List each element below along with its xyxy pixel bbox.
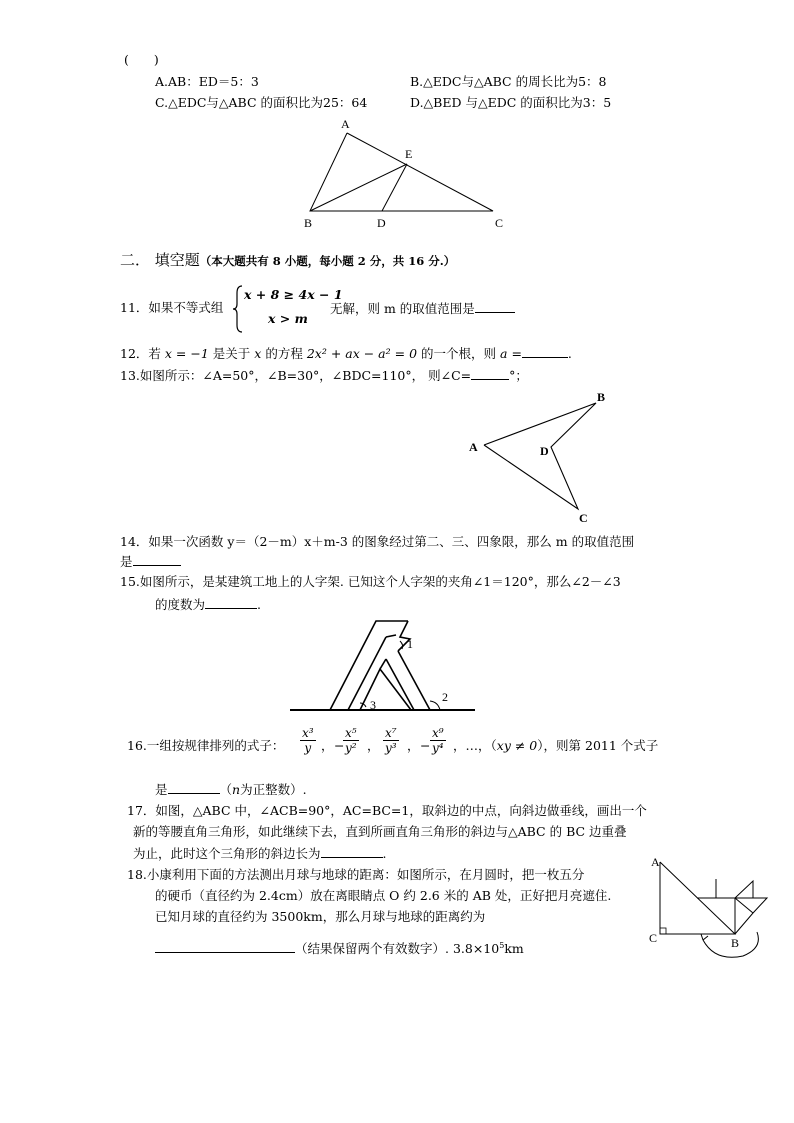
q16-tail-text: ，…，（ bbox=[453, 738, 497, 753]
q16-line2 bbox=[155, 781, 307, 798]
q17-label-a: A bbox=[651, 855, 660, 869]
q18-line3: 已知月球的直径约为 3500km，那么月球与地球的距离约为 bbox=[155, 909, 486, 924]
q13-line bbox=[120, 367, 528, 384]
fraction-1 bbox=[300, 726, 316, 755]
q16-comma-2: ， bbox=[367, 738, 380, 753]
fraction-3 bbox=[383, 726, 399, 755]
q13-label-b: B bbox=[597, 390, 606, 404]
q17-line2: 新的等腰直角三角形，如此继续下去，直到所画直角三角形的斜边与△ABC 的 BC 边重叠 bbox=[133, 824, 627, 839]
option-c: C.△EDC与△ABC 的面积比为25：64 bbox=[155, 95, 368, 110]
q16-minus-2: − bbox=[420, 738, 431, 753]
vertex-a-label: A bbox=[341, 117, 350, 131]
q16-line2a: 是 bbox=[155, 782, 168, 797]
q16-tail bbox=[453, 738, 658, 754]
fraction-1-den: y bbox=[304, 741, 312, 755]
q14-line2-text: 是 bbox=[120, 554, 133, 569]
q16-line2c: 为正整数）. bbox=[240, 782, 307, 797]
angle-2-label: 2 bbox=[442, 690, 448, 704]
q12-end: . bbox=[567, 346, 572, 361]
q18-exponent: 5 bbox=[499, 940, 505, 950]
q12-expr2: 2x² + ax − a² = 0 bbox=[306, 346, 418, 361]
vertex-d-label: D bbox=[377, 216, 386, 230]
fraction-3-num: x⁷ bbox=[383, 726, 399, 741]
q16-answer-blank[interactable] bbox=[168, 781, 220, 794]
q17-end: . bbox=[382, 846, 387, 861]
q16-minus-1: − bbox=[334, 738, 345, 753]
ladder-figure bbox=[290, 615, 490, 720]
q16-n: n bbox=[232, 782, 241, 797]
q17-line1: 17．如图，△ABC 中，∠ACB=90°，AC=BC=1，取斜边的中点，向斜边做垂线，画出一个 bbox=[127, 803, 647, 818]
q18-answer-blank[interactable] bbox=[155, 940, 295, 953]
angle-3-label: 3 bbox=[370, 698, 376, 712]
inequality-2: x > m bbox=[268, 311, 308, 326]
fraction-4-num: x⁹ bbox=[430, 726, 446, 741]
q11-prefix: 11．如果不等式组 bbox=[120, 300, 224, 315]
option-a: A.AB：ED＝5：3 bbox=[155, 74, 259, 89]
section-note: （本大题共有 8 小题，每小题 2 分，共 16 分.） bbox=[199, 254, 456, 268]
q13-label-a: A bbox=[469, 440, 478, 454]
section-heading bbox=[120, 252, 455, 269]
q17-line3 bbox=[133, 845, 387, 862]
section-title: 二． 填空题 bbox=[120, 251, 200, 269]
q12-t3: 的方程 bbox=[265, 346, 303, 361]
q16-comma-3: ， bbox=[407, 738, 420, 753]
fraction-4 bbox=[430, 726, 446, 755]
fraction-4-den: y⁴ bbox=[432, 741, 444, 755]
q15-line1: 15.如图所示，是某建筑工地上的人字架. 已知这个人字架的夹角∠1＝120°，那么∠2－∠3 bbox=[120, 574, 621, 589]
q16-tail2: ），则第 2011 个式子 bbox=[537, 738, 659, 753]
q13-text: 13.如图所示：∠A=50°，∠B=30°，∠BDC=110°， 则∠C= bbox=[120, 368, 472, 383]
fraction-2-den: y² bbox=[345, 741, 357, 755]
q16-prefix: 16.一组按规律排列的式子： bbox=[127, 738, 285, 753]
angle-1-label: 1 bbox=[407, 637, 413, 651]
q16-comma-1: ， bbox=[321, 738, 334, 753]
vertex-b-label: B bbox=[304, 216, 313, 230]
q14-line1: 14．如果一次函数 y＝（2－m）x＋m-3 的图象经过第二、三、四象限，那么 m 的取值范围 bbox=[120, 534, 635, 549]
option-b: B.△EDC与△ABC 的周长比为5：8 bbox=[410, 74, 607, 89]
q17-line3-text: 为止，此时这个三角形的斜边长为 bbox=[133, 846, 321, 861]
q12-var: x bbox=[254, 346, 262, 361]
q17-label-b: B bbox=[731, 936, 740, 950]
fraction-2-num: x⁵ bbox=[343, 726, 359, 741]
fraction-3-den: y³ bbox=[385, 741, 397, 755]
inequality-1: x + 8 ≥ 4x − 1 bbox=[244, 287, 343, 302]
q17-label-c: C bbox=[649, 931, 658, 945]
q12-line bbox=[120, 345, 572, 362]
q12-expr3: a = bbox=[500, 346, 522, 361]
q18-line1: 18.小康利用下面的方法测出月球与地球的距离：如图所示，在月圆时，把一枚五分 bbox=[127, 867, 585, 882]
q13-label-c: C bbox=[579, 511, 588, 525]
q12-t2: 是关于 bbox=[212, 346, 251, 361]
q14-answer-blank[interactable] bbox=[133, 553, 181, 566]
q12-expr1: x = −1 bbox=[164, 346, 209, 361]
q14-line2 bbox=[120, 553, 181, 570]
system-brace bbox=[232, 285, 244, 333]
q15-answer-blank[interactable] bbox=[205, 596, 257, 609]
q13-answer-blank[interactable] bbox=[471, 367, 509, 380]
isosceles-right-triangle-figure bbox=[645, 852, 775, 962]
vertex-e-label: E bbox=[405, 147, 413, 161]
q18-line2: 的硬币（直径约为 2.4cm）放在离眼睛点 O 约 2.6 米的 AB 处，正好把月亮遮住. bbox=[155, 888, 612, 903]
q12-t1: 12．若 bbox=[120, 346, 161, 361]
q16-line2b: （ bbox=[219, 782, 233, 797]
q13-end: °； bbox=[509, 368, 528, 383]
vertex-c-label: C bbox=[495, 216, 504, 230]
triangle-abc-figure bbox=[300, 115, 520, 240]
q15-line2-text: 的度数为 bbox=[155, 597, 206, 612]
fraction-2 bbox=[343, 726, 359, 755]
q12-t4: 的一个根，则 bbox=[421, 346, 497, 361]
q18-line4-text: （结果保留两个有效数字）. 3.8×10 bbox=[295, 941, 500, 956]
q18-line4 bbox=[155, 940, 524, 957]
option-d: D.△BED 与△EDC 的面积比为3：5 bbox=[410, 95, 612, 110]
q13-label-d: D bbox=[540, 444, 549, 458]
fraction-1-num: x³ bbox=[302, 726, 314, 740]
q11-suffix-text: 无解，则 m 的取值范围是 bbox=[330, 301, 475, 316]
q15-line2 bbox=[155, 596, 261, 613]
q11-suffix bbox=[330, 300, 515, 317]
q15-end: . bbox=[257, 597, 261, 612]
q11-answer-blank[interactable] bbox=[475, 300, 515, 313]
q12-answer-blank[interactable] bbox=[522, 345, 568, 358]
q16-cond: xy ≠ 0 bbox=[496, 738, 538, 753]
answer-bracket: ( ) bbox=[124, 52, 159, 67]
dart-figure bbox=[465, 385, 615, 525]
q18-unit: km bbox=[504, 941, 524, 956]
q17-answer-blank[interactable] bbox=[321, 845, 383, 858]
